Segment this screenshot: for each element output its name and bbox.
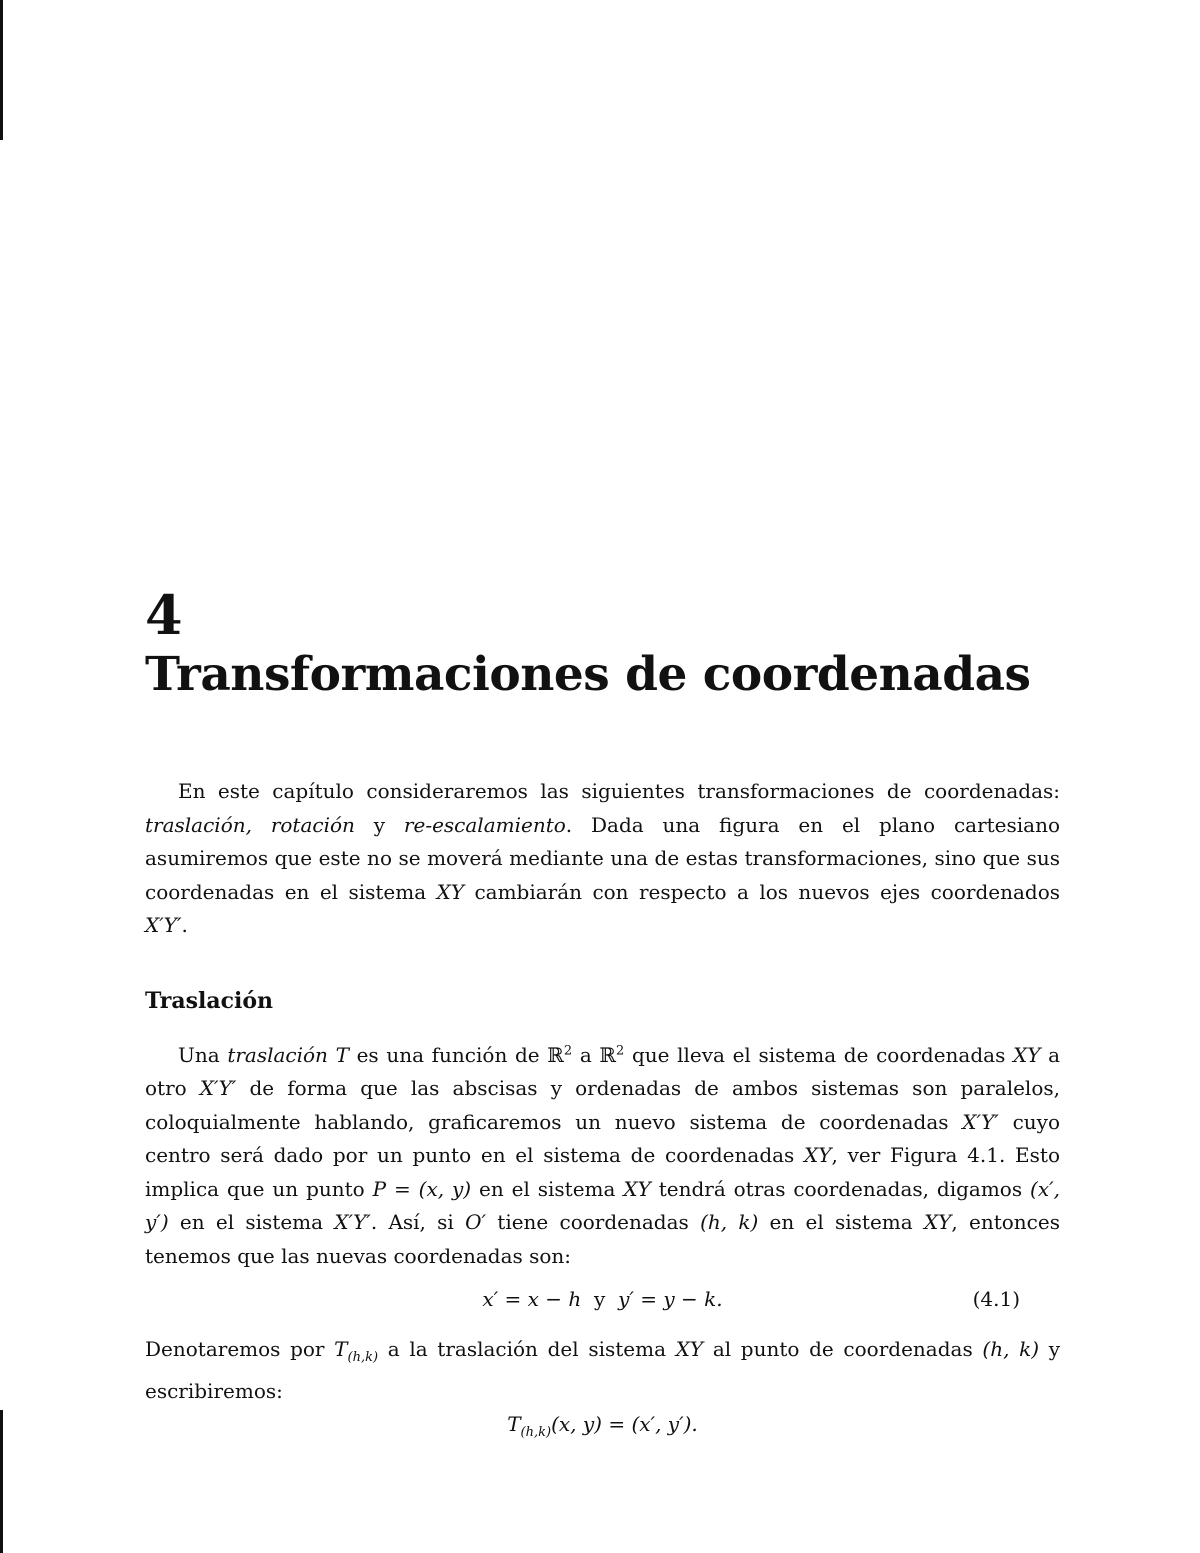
denote-paragraph xyxy=(145,1333,1060,1408)
math: XY xyxy=(804,1143,832,1167)
text: a otro xyxy=(145,1042,1061,1100)
text: en el sistema xyxy=(168,1210,335,1234)
text: de forma que las abscisas y ordenadas de ambos sistemas son paralelos, coloquialmente hablando, graficaremos un nuevo sistema de coordenadas xyxy=(145,1076,1060,1134)
equation-connector: y xyxy=(594,1287,606,1311)
equation-body xyxy=(145,1287,1060,1311)
equation-rhs: y′ = y − k. xyxy=(618,1287,723,1311)
math: T xyxy=(334,1337,348,1361)
math: T xyxy=(507,1412,521,1436)
equation-lhs: x′ = x − h xyxy=(482,1287,582,1311)
page-edge-mark-bottom xyxy=(0,1410,3,1553)
text: en el sistema xyxy=(471,1176,624,1201)
text: , entonces tenemos que las nuevas coordenadas son: xyxy=(145,1210,1060,1268)
math: (x, y) = (x′, y′). xyxy=(551,1412,698,1436)
text: en el sistema xyxy=(758,1210,924,1234)
math: (h, k) xyxy=(982,1337,1040,1361)
math: XY xyxy=(923,1210,952,1234)
intro-paragraph xyxy=(145,775,1060,943)
document-page xyxy=(145,585,1060,1440)
text: . Así, si xyxy=(370,1210,466,1234)
page-edge-mark-top xyxy=(0,0,3,140)
math: X′Y′ xyxy=(334,1210,371,1234)
emphasis: re-escalamiento xyxy=(403,812,566,837)
text: es una función de xyxy=(348,1042,548,1067)
math: P = (x, y) xyxy=(372,1176,472,1201)
text: cuyo centro será dado por un punto en el sistema de coordenadas xyxy=(145,1109,1060,1167)
text: y escribiremos: xyxy=(145,1337,1061,1403)
text: al punto de coordenadas xyxy=(703,1337,983,1361)
math-set: ℝ xyxy=(547,1042,564,1067)
text: , ver Figura 4.1. Esto implica que un punto xyxy=(145,1143,1060,1201)
text: a xyxy=(572,1042,600,1067)
math: X′Y′ xyxy=(962,1109,999,1134)
equation-translation xyxy=(145,1412,1060,1440)
chapter-number: 4 xyxy=(145,583,183,647)
subscript: (h,k) xyxy=(520,1425,552,1440)
math: XY xyxy=(436,879,465,904)
equation-4-1 xyxy=(145,1273,1060,1333)
text: y xyxy=(354,812,404,837)
text: tiene coordenadas xyxy=(486,1210,701,1234)
chapter-title: Transformaciones de coordenadas xyxy=(145,647,1031,702)
text: tendrá otras coordenadas, digamos xyxy=(650,1176,1031,1201)
math: (x′, y′) xyxy=(145,1176,1060,1234)
superscript: 2 xyxy=(616,1042,625,1058)
text: a la traslación del sistema xyxy=(378,1337,676,1361)
emphasis: traslación, rotación xyxy=(145,812,355,837)
section-title: Traslación xyxy=(145,987,274,1014)
math: XY xyxy=(1013,1042,1041,1067)
math: X′Y′ xyxy=(145,913,182,937)
subscript: (h,k) xyxy=(347,1350,379,1365)
math: (h, k) xyxy=(700,1210,759,1234)
math: T xyxy=(335,1042,349,1067)
traslacion-paragraph xyxy=(145,1039,1060,1274)
text: Una xyxy=(178,1042,228,1067)
math-set: ℝ xyxy=(599,1042,617,1067)
math: XY xyxy=(623,1176,651,1201)
math: O′ xyxy=(465,1210,487,1234)
text: . Dada una figura en el plano cartesiano asumiremos que este no se moverá mediante una de estas transformaciones, sino que sus coordenadas en el sistema xyxy=(145,812,1061,904)
text: Denotaremos por xyxy=(145,1337,335,1361)
equation-number: (4.1) xyxy=(972,1287,1020,1311)
text: cambiarán con respecto a los nuevos ejes coordenados xyxy=(464,879,1060,904)
math: XY xyxy=(675,1337,704,1361)
text: En este capítulo consideraremos las siguientes transformaciones de coordenadas: xyxy=(178,779,1060,803)
text: que lleva el sistema de coordenadas xyxy=(624,1042,1013,1067)
emphasis: traslación xyxy=(227,1042,328,1067)
text: . xyxy=(181,913,188,937)
math: X′Y′ xyxy=(199,1076,237,1100)
superscript: 2 xyxy=(563,1042,573,1058)
